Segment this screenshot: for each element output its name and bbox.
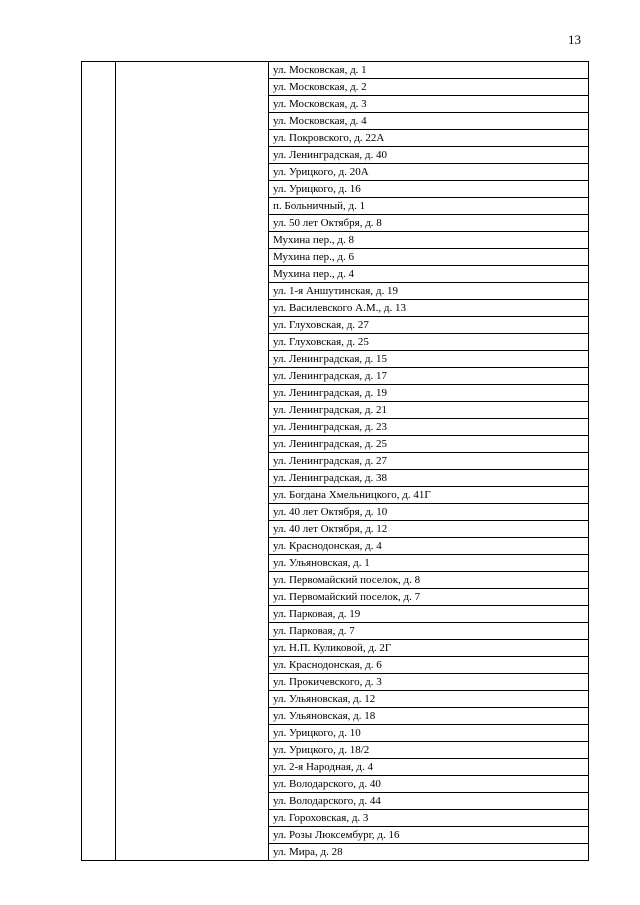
address-cell: ул. Ульяновская, д. 12: [269, 691, 589, 708]
address-cell: ул. Ленинградская, д. 38: [269, 470, 589, 487]
address-cell: ул. Московская, д. 2: [269, 79, 589, 96]
address-cell: ул. 50 лет Октября, д. 8: [269, 215, 589, 232]
address-cell: ул. Ленинградская, д. 15: [269, 351, 589, 368]
address-cell: ул. Первомайский поселок, д. 7: [269, 589, 589, 606]
address-cell: ул. Розы Люксембург, д. 16: [269, 827, 589, 844]
address-cell: ул. Краснодонская, д. 4: [269, 538, 589, 555]
address-cell: ул. Прокичевского, д. 3: [269, 674, 589, 691]
address-cell: ул. Василевского А.М., д. 13: [269, 300, 589, 317]
address-cell: ул. Парковая, д. 19: [269, 606, 589, 623]
address-cell: ул. Первомайский поселок, д. 8: [269, 572, 589, 589]
address-cell: ул. Московская, д. 1: [269, 62, 589, 79]
address-cell: ул. Ульяновская, д. 18: [269, 708, 589, 725]
address-cell: ул. Ульяновская, д. 1: [269, 555, 589, 572]
address-cell: ул. Парковая, д. 7: [269, 623, 589, 640]
address-cell: ул. Богдана Хмельницкого, д. 41Г: [269, 487, 589, 504]
address-cell: ул. 40 лет Октября, д. 12: [269, 521, 589, 538]
address-cell: ул. Московская, д. 4: [269, 113, 589, 130]
address-cell: ул. 1-я Аншутинская, д. 19: [269, 283, 589, 300]
address-cell: ул. Урицкого, д. 20А: [269, 164, 589, 181]
address-cell: Мухина пер., д. 8: [269, 232, 589, 249]
address-cell: ул. Ленинградская, д. 23: [269, 419, 589, 436]
address-cell: ул. Ленинградская, д. 27: [269, 453, 589, 470]
address-cell: ул. Глуховская, д. 25: [269, 334, 589, 351]
address-cell: Мухина пер., д. 4: [269, 266, 589, 283]
address-table: [81, 61, 589, 861]
address-cell: ул. Н.П. Куликовой, д. 2Г: [269, 640, 589, 657]
address-cell: ул. Глуховская, д. 27: [269, 317, 589, 334]
address-cell: ул. Урицкого, д. 10: [269, 725, 589, 742]
address-cell: ул. Урицкого, д. 18/2: [269, 742, 589, 759]
address-cell: ул. Ленинградская, д. 21: [269, 402, 589, 419]
index-cell: [82, 62, 116, 861]
address-cell: ул. Краснодонская, д. 6: [269, 657, 589, 674]
address-cell: ул. Урицкого, д. 16: [269, 181, 589, 198]
address-cell: ул. Ленинградская, д. 25: [269, 436, 589, 453]
address-table-body: [82, 62, 589, 861]
address-cell: ул. 40 лет Октября, д. 10: [269, 504, 589, 521]
address-cell: п. Больничный, д. 1: [269, 198, 589, 215]
table-row: [82, 62, 589, 79]
address-cell: ул. Ленинградская, д. 40: [269, 147, 589, 164]
address-cell: ул. Московская, д. 3: [269, 96, 589, 113]
address-cell: ул. Гороховская, д. 3: [269, 810, 589, 827]
page-number: 13: [568, 32, 581, 47]
address-cell: Мухина пер., д. 6: [269, 249, 589, 266]
address-cell: ул. Володарского, д. 44: [269, 793, 589, 810]
address-cell: ул. Ленинградская, д. 17: [269, 368, 589, 385]
address-cell: ул. Володарского, д. 40: [269, 776, 589, 793]
category-cell: [116, 62, 269, 861]
address-cell: ул. 2-я Народная, д. 4: [269, 759, 589, 776]
address-cell: ул. Покровского, д. 22А: [269, 130, 589, 147]
address-cell: ул. Ленинградская, д. 19: [269, 385, 589, 402]
address-cell: ул. Мира, д. 28: [269, 844, 589, 861]
